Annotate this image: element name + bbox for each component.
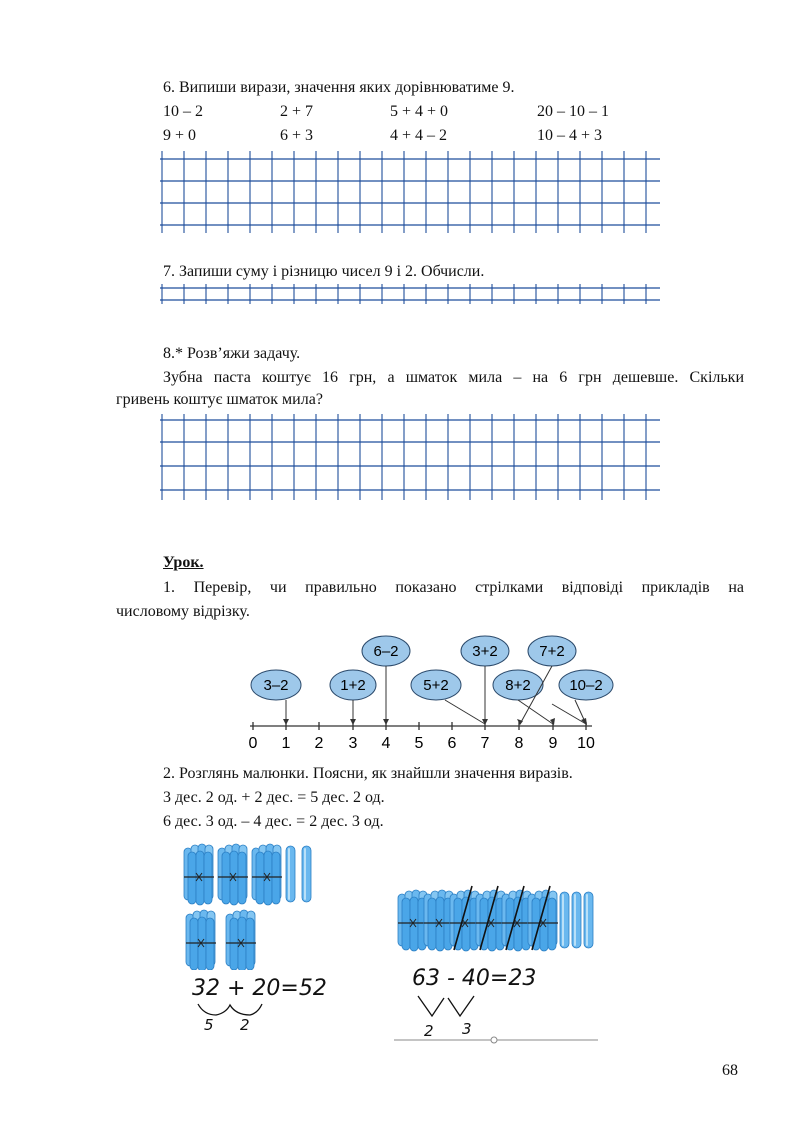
- handwritten-digit: 2: [424, 1022, 434, 1040]
- expression: 5 + 4 + 0: [390, 103, 449, 120]
- answer-grid-task8[interactable]: [160, 414, 660, 500]
- sticks-picture-right: [394, 884, 604, 954]
- expression: 10 – 4 + 3: [537, 127, 603, 144]
- handwritten-digit: 2: [240, 1016, 250, 1034]
- expression: 20 – 10 – 1: [537, 103, 609, 120]
- lesson-task2-line1: 3 дес. 2 од. + 2 дес. = 5 дес. 2 од.: [163, 789, 385, 806]
- handwritten-expression-left: 32 + 20=52: [192, 976, 327, 1001]
- bubble-label: 8+2: [505, 677, 531, 694]
- bubble-label: 10–2: [569, 677, 603, 694]
- bubble: [362, 636, 410, 666]
- expression: 6 + 3: [280, 127, 314, 144]
- lesson-task2-line2: 6 дес. 3 од. – 4 дес. = 2 дес. 3 од.: [163, 813, 384, 830]
- answer-grid-task6[interactable]: [160, 151, 660, 233]
- bubble: [411, 670, 461, 700]
- task8-title: 8.* Розв’яжи задачу.: [163, 345, 301, 362]
- expression: 2 + 7: [280, 103, 314, 120]
- lesson-task2-title: 2. Розглянь малюнки. Поясни, як знайшли значення виразів.: [163, 765, 573, 782]
- bubble: [559, 670, 613, 700]
- page-number: 68: [722, 1062, 738, 1079]
- task6-title: 6. Випиши вирази, значення яких дорівнюватиме 9.: [163, 79, 515, 96]
- bubble-label: 3–2: [263, 677, 289, 694]
- bubble-label: 6–2: [373, 643, 399, 660]
- task8-text-line1: Зубна паста коштує 16 грн, а шматок мила – на 6 грн дешевше. Скільки: [163, 369, 744, 386]
- tick-label: 0: [248, 735, 258, 752]
- bubble-label: 3+2: [472, 643, 498, 660]
- tick-label: 6: [447, 735, 457, 752]
- handwritten-expression-right: 63 - 40=23: [412, 966, 537, 991]
- tick-label: 5: [414, 735, 424, 752]
- sticks-picture-left: [180, 840, 340, 970]
- bubble: [461, 636, 509, 666]
- expression: 4 + 4 – 2: [390, 127, 448, 144]
- expression: 9 + 0: [163, 127, 197, 144]
- bubble-label: 7+2: [539, 643, 565, 660]
- number-line-figure: [240, 632, 620, 756]
- decomposition-brackets-left: [196, 1003, 266, 1017]
- tick-label: 1: [281, 735, 291, 752]
- tick-label: 9: [548, 735, 558, 752]
- task8-text-line2: гривень коштує шматок мила?: [116, 391, 323, 408]
- bubble-label: 5+2: [423, 677, 449, 694]
- decomposition-brackets-right: [414, 994, 484, 1024]
- lesson-task1-line1: 1. Перевір, чи правильно показано стрілками відповіді прикладів на: [163, 579, 744, 596]
- handwritten-digit: 3: [462, 1020, 472, 1038]
- number-line-labels: [249, 735, 595, 752]
- lesson-title: Урок.: [163, 554, 204, 571]
- tick-label: 2: [314, 735, 324, 752]
- bubble: [251, 670, 301, 700]
- tick-label: 8: [514, 735, 524, 752]
- bubble: [528, 636, 576, 666]
- lesson-task1-line2: числовому відрізку.: [116, 603, 250, 620]
- bubble: [330, 670, 376, 700]
- task7-title: 7. Запиши суму і різницю чисел 9 і 2. Обчисли.: [163, 263, 485, 280]
- handwritten-digit: 5: [204, 1016, 214, 1034]
- underline-divider: [392, 1034, 602, 1046]
- tick-label: 3: [348, 735, 358, 752]
- tick-label: 10: [577, 735, 595, 752]
- bubble-label: 1+2: [340, 677, 366, 694]
- tick-label: 4: [381, 735, 391, 752]
- tick-label: 7: [480, 735, 490, 752]
- answer-grid-task7[interactable]: [160, 284, 660, 304]
- expression: 10 – 2: [163, 103, 203, 120]
